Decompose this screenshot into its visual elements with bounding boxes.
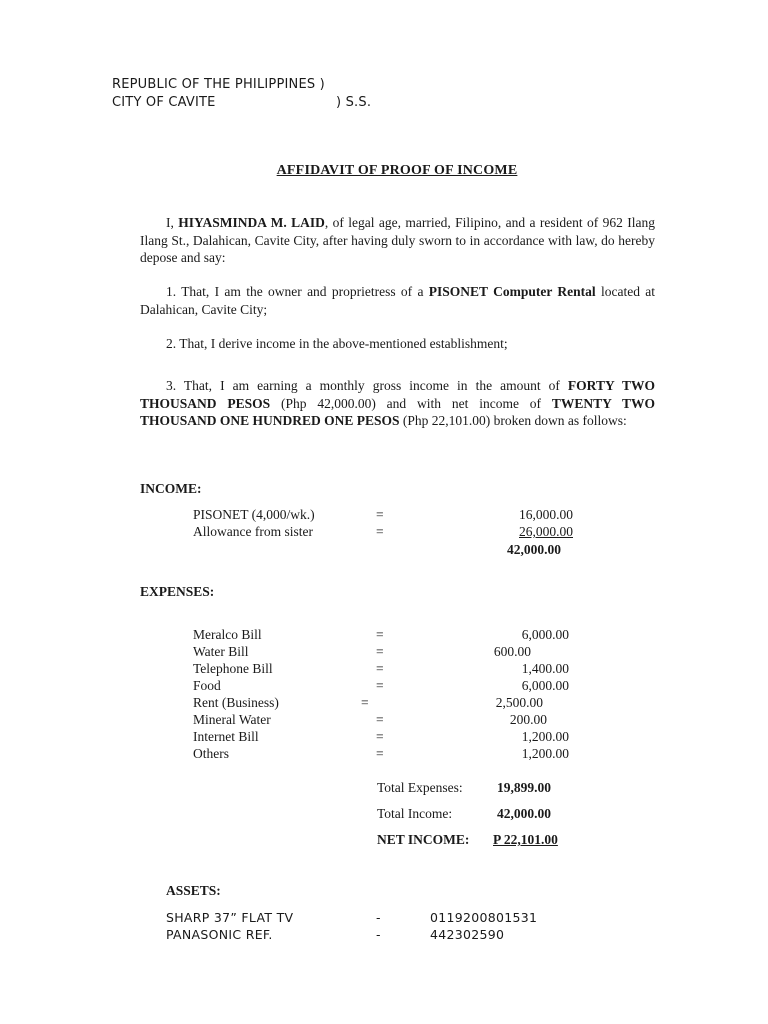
expense-row-amount: 1,400.00 (521, 661, 569, 676)
net-income-value: P 22,101.00 (493, 832, 558, 847)
expense-row-amount: 6,000.00 (521, 627, 569, 642)
expense-row-amount: 6,000.00 (521, 678, 569, 693)
income-row-equals: = (376, 524, 384, 539)
total-expenses-label: Total Expenses: (377, 780, 463, 795)
expense-row-amount: 1,200.00 (521, 729, 569, 744)
income-heading: INCOME: (140, 481, 202, 496)
expense-row-amount: 600.00 (493, 644, 531, 659)
expense-row-amount: 2,500.00 (495, 695, 543, 710)
venue-line-1: REPUBLIC OF THE PHILIPPINES ) (112, 77, 325, 92)
total-income-label: Total Income: (377, 806, 453, 821)
expense-row-equals: = (376, 644, 384, 659)
total-expenses-value: 19,899.00 (497, 780, 551, 795)
asset-dash: - (376, 910, 381, 925)
item-1-pre: 1. That, I am the owner and proprietress of a (166, 284, 429, 299)
asset-serial: 0119200801531 (430, 910, 538, 925)
expense-row-amount: 200.00 (509, 712, 547, 727)
expense-row-label: Others (193, 746, 229, 761)
intro-pre: I, (166, 215, 179, 230)
item-3-mid: (Php 42,000.00) and with net income of (270, 395, 552, 411)
expense-row-label: Food (193, 678, 221, 693)
expense-row-label: Telephone Bill (193, 661, 273, 676)
asset-dash: - (376, 927, 381, 942)
asset-item: SHARP 37” FLAT TV (166, 910, 294, 925)
item-2-paragraph (140, 335, 655, 353)
intro-paragraph (140, 214, 655, 267)
asset-item: PANASONIC REF. (166, 927, 273, 942)
item-1-business: PISONET Computer Rental (428, 284, 596, 299)
expense-row-equals: = (376, 678, 384, 693)
item-2-text: 2. That, I derive income in the above-mentioned establishment; (166, 336, 508, 351)
expense-row-label: Meralco Bill (193, 627, 262, 642)
expenses-heading: EXPENSES: (140, 584, 215, 599)
item-1-paragraph (140, 283, 655, 318)
income-row-label: PISONET (4,000/wk.) (193, 507, 315, 522)
expense-row-equals: = (376, 729, 384, 744)
expense-row-equals: = (361, 695, 369, 710)
item-3-pre: 3. That, I am earning a monthly gross income in the amount of (166, 378, 568, 393)
net-income-label: NET INCOME: (377, 832, 470, 847)
income-row-amount: 26,000.00 (519, 524, 573, 539)
expense-row-label: Rent (Business) (193, 695, 279, 710)
income-total: 42,000.00 (507, 542, 561, 557)
income-row-label: Allowance from sister (193, 524, 313, 539)
expense-row-equals: = (376, 627, 384, 642)
item-3-gross-words: FORTY TWO THOUSAND PESOS (140, 378, 655, 411)
income-row-amount: 16,000.00 (519, 507, 573, 522)
item-1-post: located at Dalahican, Cavite City; (140, 284, 655, 317)
intro-post: , of legal age, married, Filipino, and a resident of 962 Ilang Ilang St., Dalahican, Cavite City, after having duly sworn to in accordance with law, do hereby depose and say: (140, 215, 656, 265)
expense-row-label: Water Bill (193, 644, 249, 659)
document-title: AFFIDAVIT OF PROOF OF INCOME (276, 163, 518, 178)
total-income-value: 42,000.00 (497, 806, 551, 821)
affiant-name: HIYASMINDA M. LAID (178, 215, 325, 230)
item-3-net-words: TWENTY TWO THOUSAND ONE HUNDRED ONE PESOS (140, 395, 656, 428)
item-3-paragraph (140, 377, 655, 430)
asset-serial: 442302590 (430, 927, 505, 942)
item-3-post: (Php 22,101.00) broken down as follows: (399, 413, 627, 428)
venue-line-2-left: CITY OF CAVITE (112, 95, 216, 110)
expense-row-label: Internet Bill (193, 729, 259, 744)
expense-row-amount: 1,200.00 (521, 746, 569, 761)
income-row-equals: = (376, 507, 384, 522)
assets-heading: ASSETS: (166, 883, 221, 898)
expense-row-equals: = (376, 661, 384, 676)
expense-row-label: Mineral Water (193, 712, 271, 727)
venue-line-2-right: ) S.S. (336, 95, 372, 110)
expense-row-equals: = (376, 746, 384, 761)
expense-row-equals: = (376, 712, 384, 727)
